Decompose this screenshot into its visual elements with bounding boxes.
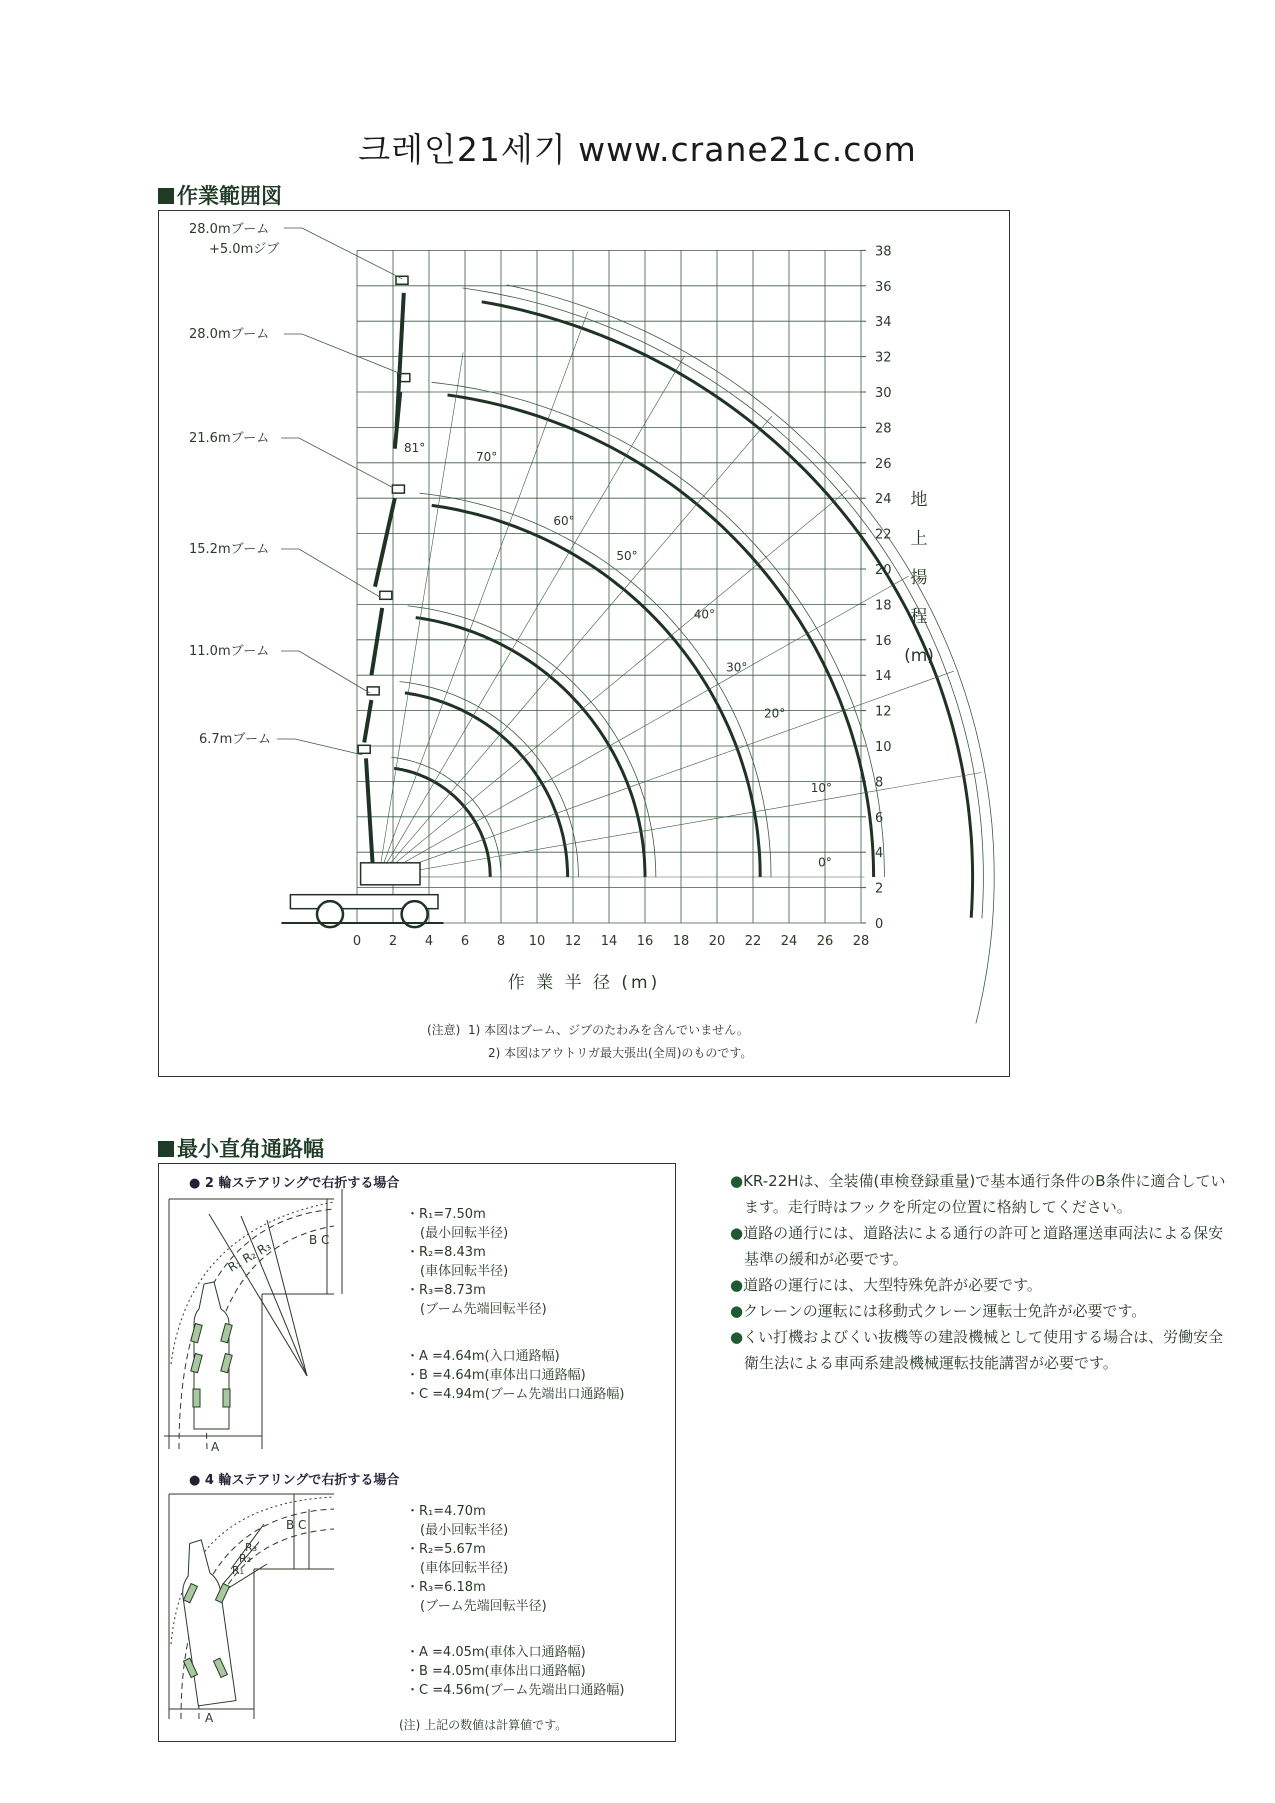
y-tick-label: 12 [875, 704, 892, 720]
info-bullet [730, 1324, 1230, 1376]
boom-envelope-thin [432, 382, 885, 877]
spec-line: ・B =4.64m(車体出口通路幅) [406, 1368, 586, 1383]
y-tick-label: 26 [875, 456, 892, 472]
x-tick-label: 20 [708, 934, 726, 949]
case2-r3-label: R₃ [245, 1541, 258, 1554]
spec-line: (車体回転半径) [420, 1264, 509, 1279]
boom-stem [364, 700, 371, 742]
y-tick-label: 28 [875, 421, 892, 437]
angle-label: 20° [763, 706, 786, 721]
bullet-dot-icon: ● [730, 1172, 744, 1190]
spec-line: (車体回転半径) [420, 1561, 509, 1576]
spec-line: ・R₁=4.70m [406, 1504, 486, 1519]
x-tick-label: 16 [636, 934, 654, 949]
boom-head-icon [380, 591, 392, 599]
y-tick-label: 38 [875, 244, 892, 260]
boom-length-label: 11.0mブーム [189, 644, 270, 659]
x-tick-label: 0 [352, 934, 362, 949]
site-watermark: 크레인21세기 www.crane21c.com [358, 130, 917, 169]
y-tick-label: 36 [875, 279, 892, 295]
boom-length-label: 28.0mブーム [189, 222, 270, 237]
square-bullet-icon [158, 1141, 174, 1157]
note-2: 2) 本図はアウトリガ最大張出(全周)のものです。 [488, 1046, 753, 1060]
square-bullet-icon [158, 188, 174, 204]
spec-line: ・R₃=6.18m [406, 1580, 486, 1595]
info-bullet [730, 1168, 1230, 1220]
angle-label: 50° [616, 549, 638, 564]
case2-r2-label: R₂ [239, 1552, 252, 1565]
info-bullet-text: 道路の運行には、大型特殊免許が必要です。 [743, 1276, 1042, 1294]
boom-head-icon [396, 276, 408, 284]
leader-line [277, 739, 362, 755]
spec-line: (最小回転半径) [420, 1523, 509, 1538]
case2-radius-specs [406, 1502, 547, 1616]
case1-title: ● 2 輪ステアリングで右折する場合 [189, 1176, 400, 1191]
boom-length-label: 21.6mブーム [189, 431, 270, 446]
angle-label: 0° [818, 855, 832, 870]
case1-width-specs [406, 1347, 624, 1404]
y-label-char: 上 [910, 529, 928, 549]
boom-head-icon [358, 745, 370, 753]
y-axis-label [904, 481, 934, 676]
case2-a-label: A [205, 1711, 214, 1725]
x-tick-label: 8 [496, 934, 506, 949]
bullet-dot-icon: ● [730, 1302, 744, 1320]
section-title-working-range [158, 180, 282, 210]
x-tick-label: 12 [564, 934, 582, 949]
x-tick-label: 4 [424, 934, 434, 949]
info-bullet-text: KR-22Hは、全装備(車検登録重量)で基本通行条件のB条件に適合しています。走行時はフックを所定の位置に格納してください。 [743, 1172, 1226, 1216]
case2-width-specs [406, 1643, 624, 1700]
boom-angle-line [379, 773, 982, 877]
section-title-min-passage [158, 1133, 324, 1163]
y-tick-label: 4 [875, 846, 884, 862]
boom-angle-line [379, 356, 685, 877]
bullet-dot-icon: ● [730, 1276, 744, 1294]
y-tick-label: 6 [875, 810, 884, 826]
y-tick-label: 16 [875, 633, 892, 649]
y-tick-label: 34 [875, 315, 892, 331]
y-tick-label: 18 [875, 598, 892, 614]
x-tick-label: 28 [852, 934, 870, 949]
y-tick-label: 0 [875, 917, 884, 932]
x-axis-label: 作 業 半 径 (m) [507, 973, 661, 993]
spec-line: ・R₂=5.67m [406, 1542, 486, 1557]
boom-envelope-thin [463, 288, 984, 919]
boom-envelope-curve [416, 618, 645, 877]
boom-envelope-curve [482, 302, 973, 918]
angle-label: 70° [475, 450, 498, 465]
y-tick-label: 22 [875, 527, 892, 543]
boom-head-icon [367, 687, 379, 695]
angle-label: 40° [693, 607, 716, 622]
road-travel-notes [730, 1168, 1230, 1376]
spec-line: (最小回転半径) [420, 1226, 509, 1241]
case2-r1-label: R₁ [232, 1564, 245, 1577]
calc-footnote: (注) 上記の数値は計算値です。 [399, 1718, 568, 1732]
crane-vehicle-icon [281, 863, 443, 927]
case1-a-label: A [211, 1440, 220, 1454]
bullet-dot-icon: ● [730, 1224, 744, 1242]
y-tick-label: 10 [875, 740, 892, 755]
spec-line: (ブーム先端回転半径) [420, 1302, 547, 1317]
bullet-dot-icon: ● [730, 1328, 744, 1346]
boom-angle-line [379, 416, 772, 877]
spec-line: ・B =4.05m(車体出口通路幅) [406, 1664, 586, 1679]
y-label-char: 地 [910, 490, 928, 510]
spec-line: ・R₂=8.43m [406, 1245, 486, 1260]
x-tick-label: 24 [780, 934, 798, 949]
case1-radius-specs [406, 1205, 547, 1319]
crane-part [361, 863, 420, 885]
info-bullet-text: くい打機およびくい抜機等の建設機械として使用する場合は、労働安全衛生法による車両系建設機械運転技能講習が必要です。 [743, 1328, 1224, 1372]
boom-length-label: +5.0mジブ [209, 242, 280, 257]
y-label-char: 程 [910, 607, 928, 627]
spec-line: ・R₁=7.50m [406, 1207, 486, 1222]
boom-length-label: 28.0mブーム [189, 327, 270, 342]
case1-r-label: R₁ R₂ R₃ [225, 1238, 274, 1275]
note-1: 1) 本図はブーム、ジブのたわみを含んでいません。 [468, 1023, 749, 1037]
boom-length-label: 6.7mブーム [199, 732, 271, 747]
case2-bc-label: B C [286, 1518, 307, 1532]
y-tick-label: 24 [875, 492, 892, 508]
boom-angle-line [379, 490, 848, 877]
angle-label: 30° [726, 660, 748, 675]
spec-line: ・A =4.64m(入口通路幅) [406, 1349, 560, 1364]
info-bullet [730, 1298, 1230, 1324]
y-tick-label: 2 [875, 881, 884, 897]
notes-block [427, 1019, 752, 1065]
spec-line: ・C =4.94m(ブーム先端出口通路幅) [406, 1387, 625, 1402]
boom-angle-line [379, 353, 464, 877]
spec-line: (ブーム先端回転半径) [420, 1599, 547, 1614]
boom-length-label: 15.2mブーム [189, 542, 270, 557]
leader-line [284, 334, 402, 374]
spec-line: ・R₃=8.73m [406, 1283, 486, 1298]
spec-line: ・A =4.05m(車体入口通路幅) [406, 1645, 586, 1660]
x-tick-label: 18 [672, 934, 690, 949]
section-title-text: 作業範囲図 [177, 184, 282, 208]
boom-stem [395, 392, 400, 449]
y-tick-label: 14 [875, 669, 892, 685]
y-tick-label: 30 [875, 386, 892, 401]
leader-line [281, 549, 380, 597]
working-range-diagram [159, 211, 1009, 1076]
info-bullet [730, 1220, 1230, 1272]
boom-angle-line [379, 312, 588, 877]
spec-line: ・C =4.56m(ブーム先端出口通路幅) [406, 1683, 625, 1698]
angle-label: 10° [810, 781, 833, 796]
boom-envelope-curve [394, 768, 490, 877]
y-tick-label: 20 [875, 563, 892, 578]
y-label-char: 揚 [910, 568, 928, 588]
case1-bc-label: B C [309, 1233, 330, 1247]
boom-stem [371, 608, 382, 675]
boom-envelope-thin [408, 606, 656, 877]
y-tick-label: 32 [875, 350, 892, 366]
angle-label: 60° [553, 513, 575, 528]
boom-stem [375, 498, 395, 587]
boom-envelope-curve [432, 505, 761, 877]
x-tick-label: 6 [460, 934, 470, 949]
leader-line [284, 228, 402, 279]
x-tick-label: 2 [388, 934, 398, 949]
info-bullet-text: クレーンの運転には移動式クレーン運転士免許が必要です。 [743, 1302, 1147, 1320]
case2-turn-diagram [169, 1494, 334, 1719]
angle-label: 81° [403, 441, 426, 456]
x-tick-label: 10 [528, 934, 546, 949]
boom-angle-line [379, 576, 909, 877]
boom-stem [366, 758, 373, 873]
x-tick-label: 26 [816, 934, 834, 949]
section-title-text: 最小直角通路幅 [177, 1137, 324, 1161]
x-tick-label: 14 [600, 934, 618, 949]
passage-width-panel [158, 1163, 676, 1742]
boom-envelope-curve [448, 395, 874, 877]
x-tick-label: 22 [744, 934, 762, 949]
info-bullet-text: 道路の通行には、道路法による通行の許可と道路運送車両法による保安基準の緩和が必要です。 [743, 1224, 1224, 1268]
boom-head-icon [392, 485, 404, 493]
info-bullet [730, 1272, 1230, 1298]
leader-line [281, 651, 370, 693]
case2-title: ● 4 輪ステアリングで右折する場合 [189, 1473, 400, 1488]
y-tick-label: 8 [875, 775, 884, 791]
note-prefix: (注意) [427, 1023, 461, 1037]
case1-turn-diagram [164, 1189, 342, 1449]
working-range-panel [158, 210, 1010, 1077]
y-label-char: (m) [904, 646, 934, 666]
